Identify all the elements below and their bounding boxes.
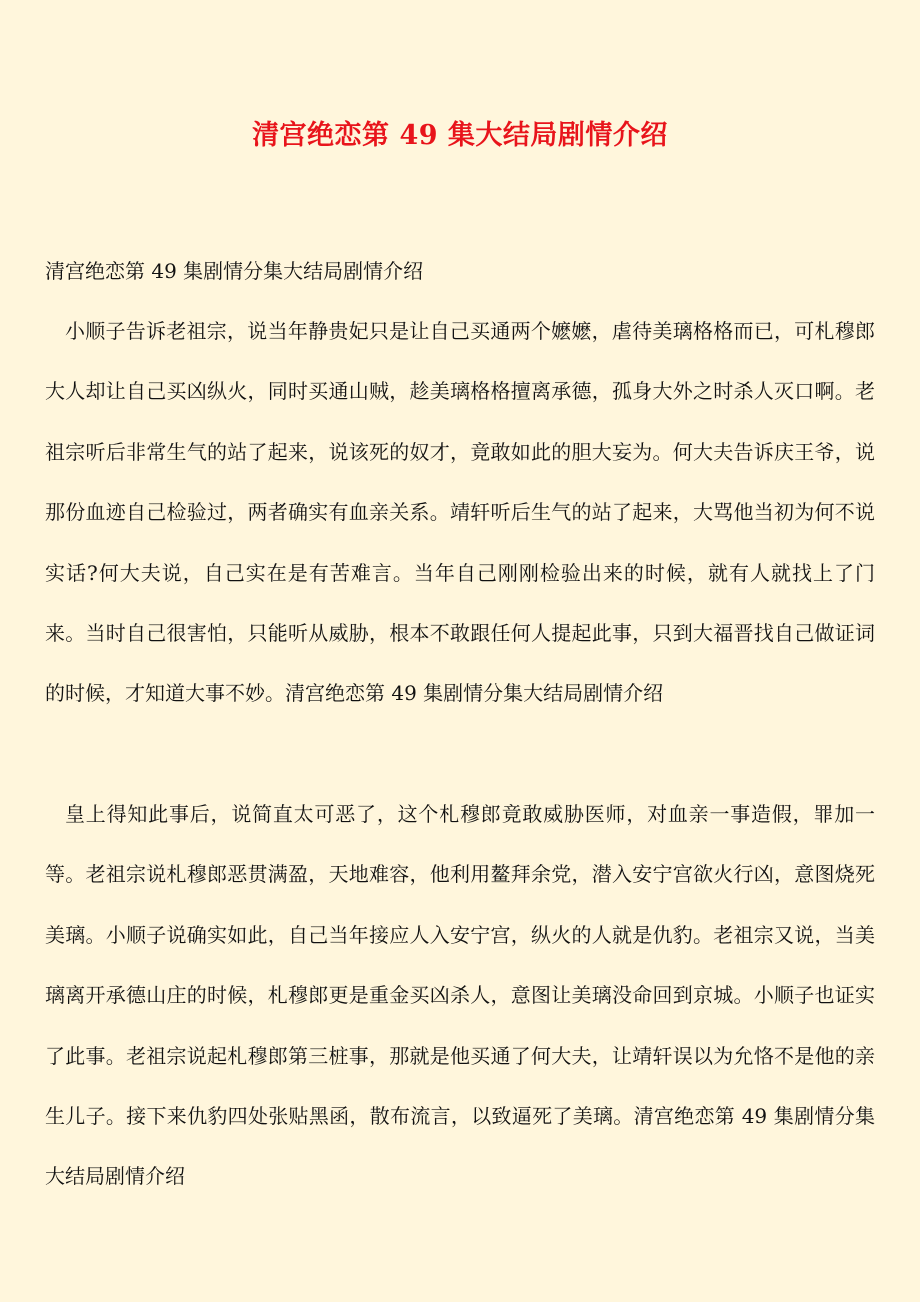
- paragraph-1: 小顺子告诉老祖宗，说当年静贵妃只是让自己买通两个嬷嬷，虐待美璃格格而已，可札穆郎大人却让自己买凶纵火，同时买通山贼，趁美璃格格擅离承德，孤身大外之时杀人灭口啊。老祖宗听后非常生气的站了起来，说该死的奴才，竟敢如此的胆大妄为。何大夫告诉庆王爷，说那份血迹自己检验过，两者确实有血亲关系。靖轩听后生气的站了起来，大骂他当初为何不说实话?何大夫说，自己实在是有苦难言。当年自己刚刚检验出来的时候，就有人就找上了门来。当时自己很害怕，只能听从威胁，根本不敢跟任何人提起此事，只到大福晋找自己做证词的时候，才知道大事不妙。清宫绝恋第 49 集剧情分集大结局剧情介绍: [45, 319, 875, 706]
- document-subtitle: 清宫绝恋第 49 集剧情分集大结局剧情介绍: [45, 259, 424, 283]
- paragraph-2: 皇上得知此事后，说简直太可恶了，这个札穆郎竟敢威胁医师，对血亲一事造假，罪加一等。老祖宗说札穆郎恶贯满盈，天地难容，他利用鳌拜余党，潜入安宁宫欲火行凶，意图烧死美璃。小顺子说确实如此，自己当年接应人入安宁宫，纵火的人就是仇豹。老祖宗又说，当美璃离开承德山庄的时候，札穆郎更是重金买凶杀人，意图让美璃没命回到京城。小顺子也证实了此事。老祖宗说起札穆郎第三桩事，那就是他买通了何大夫，让靖轩误以为允恪不是他的亲生儿子。接下来仇豹四处张贴黑函，散布流言，以致逼死了美璃。清宫绝恋第 49 集剧情分集大结局剧情介绍: [45, 802, 875, 1189]
- page-title: 清宫绝恋第 49 集大结局剧情介绍: [252, 120, 668, 151]
